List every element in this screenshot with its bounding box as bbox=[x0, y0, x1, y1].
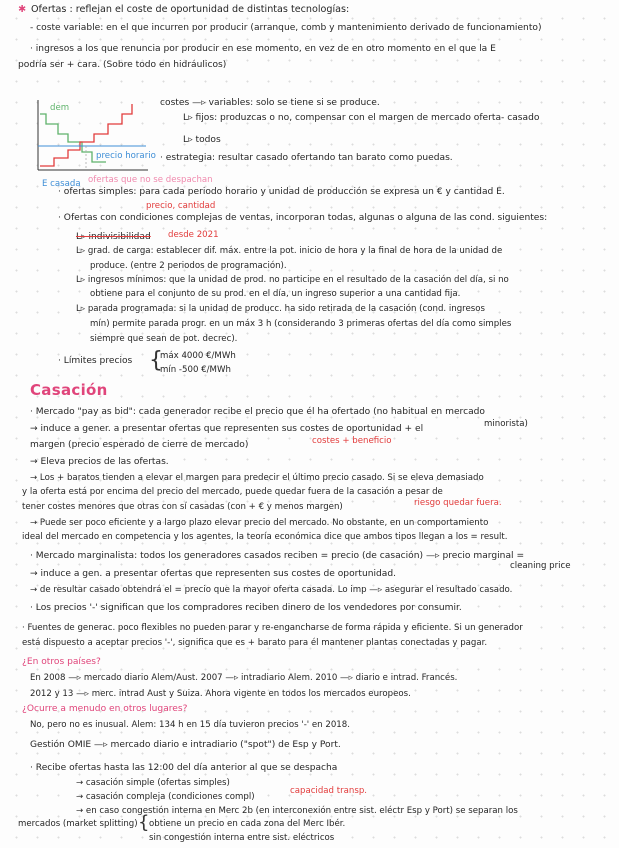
costes-line: costes —▹ variables: solo se tiene si se produce. bbox=[160, 98, 380, 108]
limites-precios-label: · Límites precios bbox=[58, 356, 133, 366]
chart-dem-label: dem bbox=[50, 103, 70, 113]
omie-simple-line: → casación simple (ofertas simples) bbox=[76, 778, 230, 788]
question-otros-paises: ¿En otros países? bbox=[22, 657, 101, 667]
ofertas-complejas-line: · Ofertas con condiciones complejas de ventas, incorporan todas, algunas o alguna de las cond. siguientes: bbox=[58, 213, 548, 223]
parada-line-2: mín) permite parada progr. en un máx 3 h (considerando 3 primeras ofertas del día como simples bbox=[90, 319, 512, 329]
ingresos-line-1: · ingresos a los que renuncia por producir en ese momento, en vez de en otro momento en el que la E bbox=[30, 44, 496, 54]
todos-line: L▹ todos bbox=[183, 135, 221, 145]
induce-line-2: margen (precio esperado de cierre de mercado) bbox=[30, 440, 249, 450]
capacidad-note: capacidad transp. bbox=[290, 786, 368, 796]
ingresos-min-line-2: obtiene para el conjunto de su prod. en el día, un ingreso superior a una cantidad fija. bbox=[90, 289, 461, 299]
omie-congestion-line: → en caso congestión interna en Merc 2b (en interconexión entre sist. eléctr Esp y Port) se separan los bbox=[76, 806, 518, 816]
omie-obtiene-line: obtiene un precio en cada zona del Merc Ibér. bbox=[149, 819, 346, 829]
grad-carga-line-1: L▹ grad. de carga: establecer dif. máx. entre la pot. inicio de hora y la final de hora de la unidad de bbox=[76, 246, 503, 256]
puede-line-1: → Puede ser poco eficiente y a largo plazo elevar precio del mercado. No obstante, en un comportamiento bbox=[30, 518, 489, 528]
fuentes-line-1: · Fuentes de generac. poco flexibles no pueden parar y re-engancharse de forma rápida y eficiente. Si un generador bbox=[22, 623, 523, 633]
limites-min-line: mín -500 €/MWh bbox=[160, 365, 231, 375]
marginal-resultar-line: → de resultar casado obtendrá el = precio que la mayor oferta casada. Lo imp —▹ asegurar el resultado casado. bbox=[30, 585, 513, 595]
omie-sin-congestion-line: sin congestión interna entre sist. eléctricos bbox=[149, 833, 335, 843]
mercado-pay-as-bid-line: · Mercado "pay as bid": cada generador recibe el precio que él ha ofertado (no habitual en mercado bbox=[30, 407, 485, 417]
desde-2021-note: desde 2021 bbox=[168, 230, 219, 240]
ofertas-simples-line: · ofertas simples: para cada periodo horario y unidad de producción se expresa un € y cantidad E. bbox=[58, 187, 505, 197]
baratos-line-2: y la oferta está por encima del precio del mercado, puede quedar fuera de la casación a pesar de bbox=[22, 487, 443, 497]
fuentes-line-2: está dispuesto a aceptar precios '-', significa que es + barato para él mantener plantas conectadas y pagar. bbox=[22, 638, 488, 648]
casacion-heading: Casación bbox=[30, 381, 108, 399]
indivisibilidad-line: L▹ indivisibilidad bbox=[76, 232, 151, 242]
minorista-note: minorista) bbox=[484, 419, 528, 429]
answer-otros-paises-2: 2012 y 13 —▹ merc. intrad Aust y Suiza. Ahora vigente en todos los mercados europeos. bbox=[30, 689, 411, 699]
chart-no-despachan-label: ofertas que no se despachan bbox=[88, 175, 213, 185]
riesgo-note: riesgo quedar fuera. bbox=[414, 498, 502, 508]
limites-max-line: máx 4000 €/MWh bbox=[160, 351, 236, 361]
marginalista-line: · Mercado marginalista: todos los generadores casados reciben = precio (de casación) —▹ precio marginal = bbox=[30, 551, 525, 561]
simples-note: precio, cantidad bbox=[146, 201, 216, 211]
answer-otros-paises-1: En 2008 —▹ mercado diario Alem/Aust. 2007 —▹ intradiario Alem. 2010 —▹ diario e intrad. Francés. bbox=[30, 673, 458, 683]
baratos-line-3: tener costes menores que otras con sí casadas (con + € y menos margen) bbox=[22, 502, 343, 512]
induce-line-1: → induce a gener. a presentar ofertas que representen sus costes de oportunidad + el bbox=[30, 424, 424, 434]
ingresos-line-2: podría ser + cara. (Sobre todo en hidráulicos) bbox=[18, 60, 227, 70]
market-splitting-label: mercados (market splitting) bbox=[18, 819, 138, 829]
ofertas-bullet-icon: ✱ bbox=[18, 4, 27, 15]
omie-brace-icon: { bbox=[138, 812, 150, 833]
chart-e-casada-label: E casada bbox=[42, 179, 81, 189]
coste-variable-line: - coste variable: en el que incurren por producir (arranque, comb y mantenimiento derivado de funcionamiento) bbox=[30, 23, 542, 33]
grad-carga-line-2: produce. (entre 2 periodos de programación). bbox=[90, 261, 287, 271]
answer-otros-lugares: No, pero no es inusual. Alem: 134 h en 15 día tuvieron precios '-' en 2018. bbox=[30, 720, 350, 730]
precios-negativos-line: · Los precios '-' significan que los compradores reciben dinero de los vendedores por consumir. bbox=[30, 603, 462, 613]
cleaning-price-note: cleaning price bbox=[510, 561, 571, 571]
eleva-line: → Eleva precios de las ofertas. bbox=[30, 457, 169, 467]
question-otros-lugares: ¿Ocurre a menudo en otros lugares? bbox=[22, 704, 188, 714]
ofertas-title: Ofertas : reflejan el coste de oportunidad de distintas tecnologías: bbox=[31, 4, 350, 15]
puede-line-2: ideal del mercado en competencia y los agentes, la teoría económica dice que ambos tipos llegan a los = result. bbox=[22, 532, 508, 542]
chart-precio-horario-label: precio horario bbox=[96, 151, 156, 161]
estrategia-line: · estrategia: resultar casado ofertando tan barato como puedas. bbox=[160, 153, 453, 163]
marginal-induce-line: → induce a gen. a presentar ofertas que representen sus costes de oportunidad. bbox=[30, 569, 397, 579]
parada-line-1: L▹ parada programada: si la unidad de producc. ha sido retirada de la casación (cond. ingresos bbox=[76, 304, 485, 314]
price-chart bbox=[28, 96, 158, 184]
fijos-line: L▹ fijos: produzcas o no, compensar con el margen de mercado oferta- casado bbox=[183, 113, 540, 123]
baratos-line-1: → Los + baratos tienden a elevar el margen para predecir el último precio casado. Si se eleva demasiado bbox=[30, 473, 484, 483]
omie-recibe-line: · Recibe ofertas hasta las 12:00 del día anterior al que se despacha bbox=[30, 763, 338, 773]
limites-brace-icon: { bbox=[149, 348, 163, 373]
omie-compleja-line: → casación compleja (condiciones compl) bbox=[76, 792, 255, 802]
parada-line-3: siempre que sean de pot. decrec). bbox=[90, 334, 238, 344]
omie-title: Gestión OMIE —▹ mercado diario e intradiario ("spot") de Esp y Port. bbox=[30, 740, 341, 750]
costes-beneficio-note: costes + beneficio bbox=[312, 436, 392, 446]
ingresos-min-line-1: L▹ ingresos mínimos: que la unidad de prod. no participe en el resultado de la casación del día, si no bbox=[76, 275, 509, 285]
